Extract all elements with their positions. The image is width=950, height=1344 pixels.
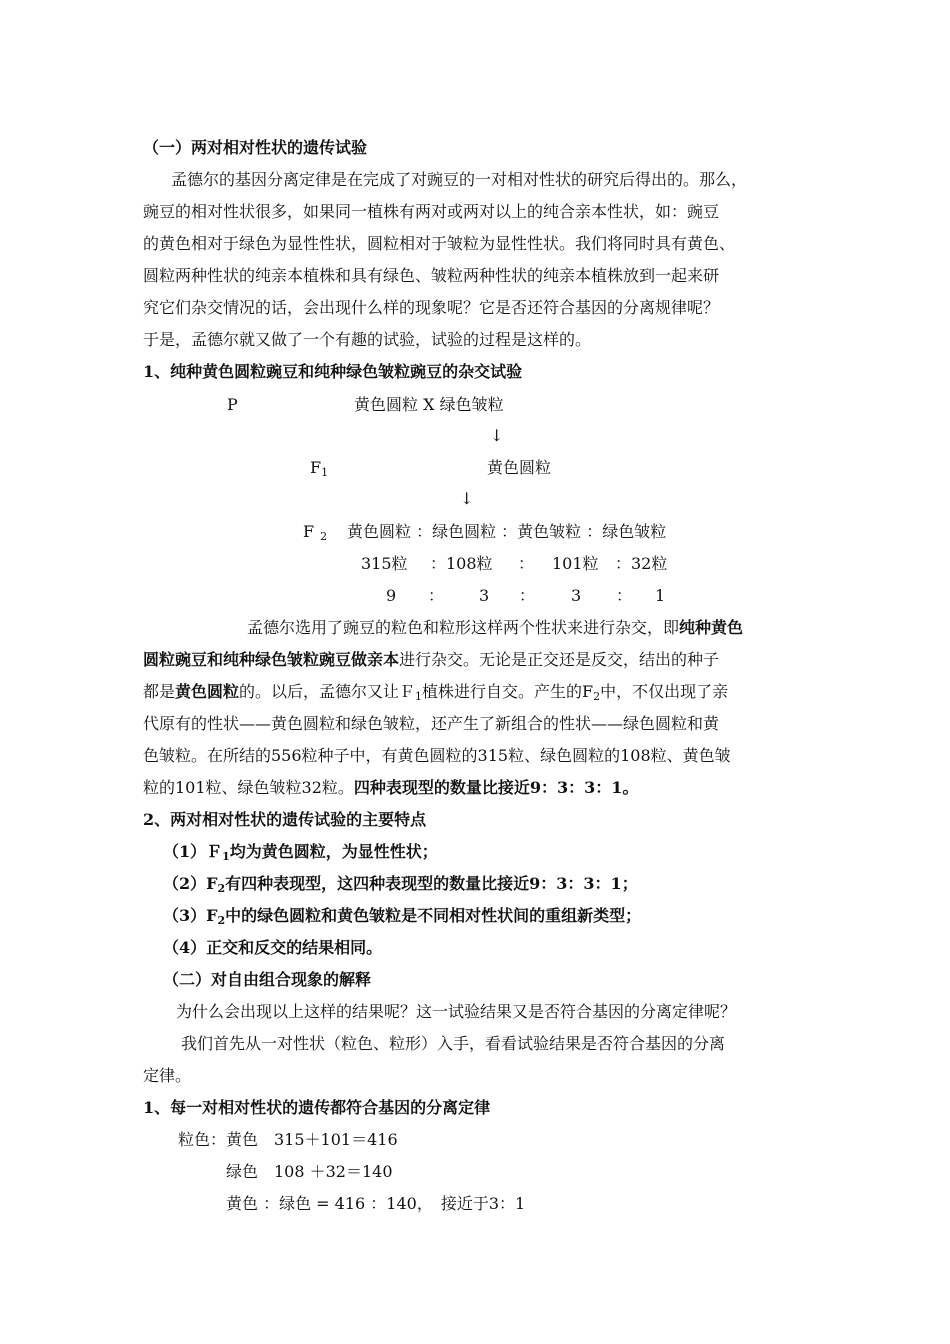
question-line-3: 定律。 xyxy=(143,1066,192,1085)
calc-green: 绿色 108 ＋32＝140 xyxy=(226,1162,393,1181)
ratio-value: 9 xyxy=(386,586,397,605)
intro-line-4: 圆粒两种性状的纯亲本植株和具有绿色、皱粒两种性状的纯亲本植株放到一起来研 xyxy=(143,266,720,285)
explanation-line-3: 都是黄色圆粒的。以后，孟德尔又让Ｆ$_1$植株进行自交。产生的$F_2$中，不仅出现了亲 xyxy=(143,682,729,703)
explanation-line-4: 代原有的性状——黄色圆粒和绿色皱粒，还产生了新组合的性状——绿色圆粒和黄 xyxy=(143,714,720,733)
section-1-title: （一）两对相对性状的遗传试验 xyxy=(143,138,368,157)
feature-2: $(2)F_2$有四种表现型，这四种表现型的数量比接近9：3：3：1； xyxy=(163,874,638,895)
arrow-down-icon: ↓ xyxy=(460,489,474,508)
explanation-line-6: 粒的101粒、绿色皱粒32粒。四种表现型的数量比接近9：3：3：1。 xyxy=(143,778,639,797)
count-separator: ： xyxy=(518,554,535,573)
cross-f1-phenotype: 黄色圆粒 xyxy=(487,458,552,477)
part-3-title: 1、每一对相对性状的遗传都符合基因的分离定律 xyxy=(143,1098,491,1117)
cross-p-parents: 黄色圆粒 X 绿色皱粒 xyxy=(354,395,504,414)
intro-line-2: 豌豆的相对性状很多，如果同一植株有两对或两对以上的纯合亲本性状，如：豌豆 xyxy=(143,202,720,221)
explanation-line-5: 色皱粒。在所结的556粒种子中，有黄色圆粒的315粒、绿色圆粒的108粒、黄色皱 xyxy=(143,746,731,765)
question-line-2: 我们首先从一对性状（粒色、粒形）入手，看看试验结果是否符合基因的分离 xyxy=(181,1034,726,1053)
cross-p-label: P xyxy=(227,395,238,414)
feature-4: （4）正交和反交的结果相同。 xyxy=(163,938,383,957)
ratio-value: 3 xyxy=(571,586,582,605)
intro-line-6: 于是，孟德尔就又做了一个有趣的试验，试验的过程是这样的。 xyxy=(143,330,592,349)
intro-line-1: 孟德尔的基因分离定律是在完成了对豌豆的一对相对性状的研究后得出的。那么， xyxy=(171,170,748,189)
explanation-line-2: 圆粒豌豆和纯种绿色皱粒豌豆做亲本进行杂交。无论是正交还是反交，结出的种子 xyxy=(143,650,720,669)
cross-f1-label: $F_1$ xyxy=(310,458,329,479)
section-2-title: （二）对自由组合现象的解释 xyxy=(163,970,372,989)
calc-yellow: 粒色：黄色 315＋101＝416 xyxy=(178,1130,398,1149)
ratio-value: 1 xyxy=(655,586,666,605)
count-green-round: ：108粒 xyxy=(430,554,493,573)
part-1-title: 1、纯种黄色圆粒豌豆和纯种绿色皱粒豌豆的杂交试验 xyxy=(143,362,523,381)
intro-line-3: 的黄色相对于绿色为显性性状，圆粒相对于皱粒为显性性状。我们将同时具有黄色、 xyxy=(143,234,736,253)
count-yellow-round: 315粒 xyxy=(361,554,408,573)
count-green-wrinkled: ：32粒 xyxy=(615,554,668,573)
ratio-colon: ： xyxy=(616,586,633,605)
part-2-title: 2、两对相对性状的遗传试验的主要特点 xyxy=(143,810,427,829)
feature-1: （1）Ｆ$_1$均为黄色圆粒，为显性性状； xyxy=(163,842,438,863)
cross-f2-phenotypes: 黄色圆粒 ：绿色圆粒 ：黄色皱粒 ：绿色皱粒 xyxy=(347,522,667,541)
count-yellow-wrinkled: 101粒 xyxy=(552,554,599,573)
feature-3: $(3)F_2$中的绿色圆粒和黄色皱粒是不同相对性状间的重组新类型； xyxy=(163,906,642,927)
ratio-colon: ： xyxy=(519,586,536,605)
cross-f2-label: F $_2$ xyxy=(303,522,328,543)
question-line-1: 为什么会出现以上这样的结果呢？这一试验结果又是否符合基因的分离定律呢？ xyxy=(176,1002,737,1021)
ratio-value: 3 xyxy=(479,586,490,605)
arrow-down-icon: ↓ xyxy=(490,426,504,445)
calc-ratio: 黄色 ：绿色 = 416 ：140， 接近于3：1 xyxy=(226,1194,526,1213)
intro-line-5: 究它们杂交情况的话，会出现什么样的现象呢？它是否还符合基因的分离规律呢？ xyxy=(143,298,720,317)
explanation-line-1: 孟德尔选用了豌豆的粒色和粒形这样两个性状来进行杂交，即纯种黄色 xyxy=(247,618,744,637)
ratio-colon: ： xyxy=(428,586,445,605)
